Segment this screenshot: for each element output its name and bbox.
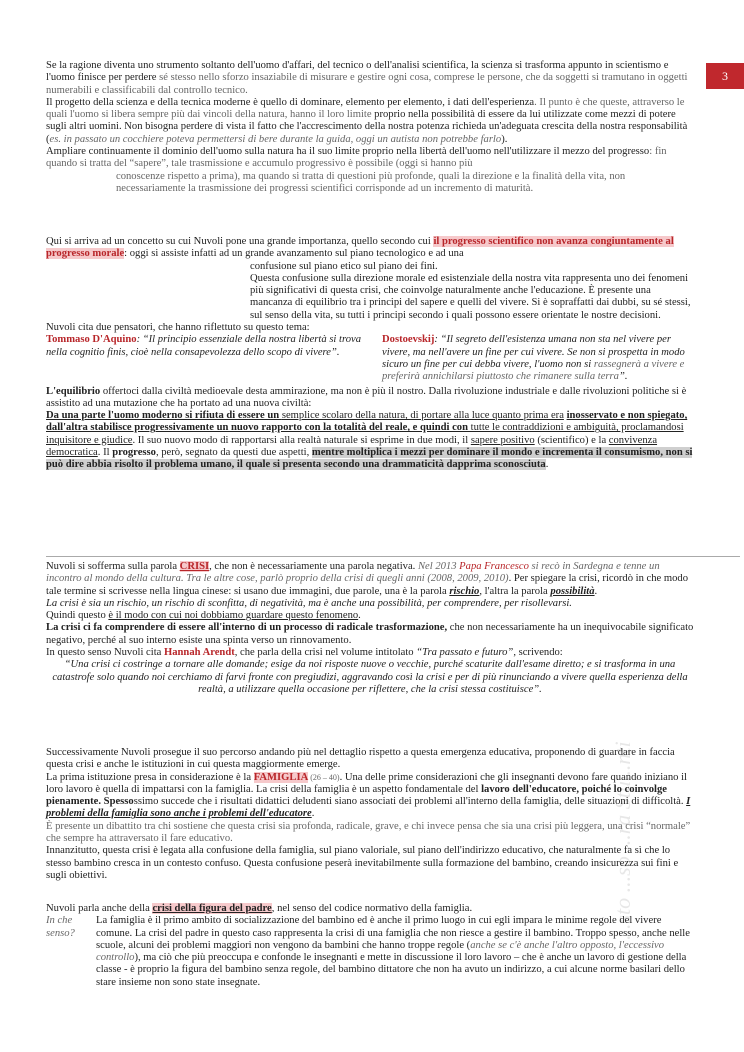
text: : oggi si assiste infatti ad un grande avanzamento sul piano tecnologico e ad una: [124, 248, 464, 260]
text: Ampliare continuamente il dominio dell'uomo sulla natura ha il suo limite proprio nella libertà dell'uomo nell'utilizzare il mezzo del progresso: [46, 146, 650, 158]
paragraph: [46, 647, 694, 659]
text: ssimo succede che i risultati didattici deludenti siano associati dei problemi all'interno della famiglia, delle situazioni di difficoltà.: [133, 796, 687, 808]
page-number-badge: 3: [706, 63, 744, 89]
text: inosservato e non spiegato, dall'altra stabilisce progressivamente un nuovo rapporto con la totalità del reale, e quindi con: [46, 410, 688, 434]
text: , l'altra la parola: [479, 585, 551, 597]
text: , che parla della crisi nel volume intitolato: [234, 647, 417, 659]
text: : fin quando si tratta del “sapere”, tale trasmissione e accumulo progressivo è possibile (oggi si hanno più: [46, 146, 667, 170]
text: , scrivendo:: [513, 647, 563, 659]
text: I problemi della famiglia sono anche i problemi dell'educatore: [46, 796, 691, 820]
paragraph: [46, 622, 694, 647]
paragraph-with-sidenote: [46, 915, 694, 989]
text: L'equilibrio: [46, 385, 103, 397]
text: La famiglia è il primo ambito di socializzazione del bambino ed è anche il primo luogo in cui egli impara le minime regole del vivere comune. La crisi del padre in questo caso rappresenta la crisi di una famiglia che non riesce a gestire il bambino. Troppo spesso, anche nelle scuole, alcuni dei problemi maggiori non vengono da bambini che hanno troppe regole (: [96, 915, 690, 951]
paragraph: [46, 236, 694, 261]
quote-text: rassegnerà a vivere e preferirà annichilarsi piuttosto che rimanere sulla terra: [382, 358, 685, 383]
text: . Il: [97, 447, 113, 459]
section-father: [46, 903, 694, 989]
text: .: [545, 459, 549, 471]
text: . Una delle prime considerazioni che gli insegnanti devono fare quando iniziano il loro lavoro è quella di impattarsi con la famiglia. La crisi della famiglia è un aspetto fondamentale del: [46, 771, 687, 795]
divider: [46, 556, 740, 557]
text: (scientifico) e la: [534, 434, 609, 446]
side-question: In che senso?: [46, 915, 75, 939]
section-crisis: [46, 561, 694, 696]
paragraph: [46, 146, 694, 171]
quote-aquino: [46, 334, 372, 383]
section-progress: [46, 236, 694, 472]
paragraph: [46, 772, 694, 821]
text: In questo senso Nuvoli cita: [46, 647, 164, 659]
text: sé stesso nello sforzo insaziabile di misurare e gestire ogni cosa, comprese le persone, che da soggetti si tramutano in oggetti numerabili e classificabili dal controllo tecnico.: [46, 72, 688, 96]
paragraph: Successivamente Nuvoli prosegue il suo percorso andando più nel dettaglio rispetto a questa emergenza educativa, proponendo di guardare in faccia questa crisi e anche le istituzioni in cui questa maggiormente emerge.: [46, 747, 675, 771]
paragraph-indented: confusione sul piano etico sul piano dei fini.: [250, 260, 438, 272]
quotes-columns: [46, 334, 694, 383]
text: lavoro dell'educatore, poiché lo coinvolge pienamente: [46, 783, 667, 808]
text: . Spesso: [98, 796, 134, 808]
keyword-rischio: rischio: [449, 585, 480, 597]
text: Nuvoli si sofferma sulla parola: [46, 561, 180, 572]
text: Se la ragione diventa uno strumento soltanto dell'uomo d'affari, del tecnico o dell'analisi scientifica, la scienza si trasforma appunto in scientismo e l'uomo finisce per perdere: [46, 60, 669, 84]
page-range: (26 – 40): [308, 772, 340, 782]
text: Da una parte l'uomo moderno si rifiuta di essere un: [46, 410, 282, 422]
paragraph: Nuvoli cita due pensatori, che hanno riflettuto su questo tema:: [46, 322, 310, 334]
paragraph: [46, 903, 694, 915]
text: .: [311, 808, 315, 820]
book-title: “Tra passato e futuro”: [416, 647, 514, 659]
text: . Il suo nuovo modo di rapportarsi alla realtà naturale si esprime in due modi, il: [132, 434, 471, 446]
quote-text: ”.: [618, 371, 628, 383]
highlight-key-concept: il progresso scientifico non avanza congiuntamente al progresso morale: [46, 236, 674, 260]
text: , che non è necessariamente una parola negativa.: [209, 561, 418, 572]
paragraph: [96, 915, 692, 989]
paragraph: Innanzitutto, questa crisi è legata alla confusione della famiglia, sul piano valoriale, sul piano dell'indirizzo educativo, che naturalmente fa sì che lo stesso bambino cresca in un contesto confuso. Questa confusione peserà inevitabilmente sulla formazione del bambino, creando insicurezza sui fini e sugli obiettivi.: [46, 845, 679, 881]
text: Nuvoli parla anche della: [46, 903, 153, 914]
person-name: Hannah Arendt: [164, 647, 235, 659]
paragraph: È presente un dibattito tra chi sostiene che questa crisi sia profonda, radicale, grave, e chi invece pensa che sia una crisi più leggera, una crisi “normale” che sempre ha attraversato il fare educativo.: [46, 820, 691, 845]
person-name: Papa Francesco: [459, 561, 529, 572]
text: Il progetto della scienza e della tecnica moderne è quello di dominare, elemento per elemento, i dati dell'esperienza: [46, 96, 535, 108]
text: anche se c'è anche l'altro opposto, l'eccessivo controllo: [96, 939, 665, 964]
text: offertoci dalla civiltà medioevale desta ammirazione, ma non è più il nostro. Dalla rivoluzione industriale e dalle rivoluzioni politiche si è assistito ad una mutazione che ha portato ad una nuova civiltà:: [46, 385, 687, 409]
text: La prima istituzione presa in considerazione è la: [46, 771, 254, 783]
text: tutte le contraddizioni e ambiguità, proclamandosi inquisitore e giudice: [46, 422, 684, 446]
quote-dostoevskij: [382, 334, 694, 383]
paragraph: [46, 97, 694, 146]
author-name: Dostoevskij: [382, 334, 435, 346]
arendt-quote: “Una crisi ci costringe a tornare alle domande; esige da noi risposte nuove o vecchie, purché scaturite dall'esame diretto; e si trasforma in una catastrofe solo quando noi cerchiamo di farvi fronte con pregiudizi, aggravando così la crisi e per di più rinunciando a vivere quella esperienza della realtà, a utilizzare quella occasione per riflettere, che la crisi stessa costituisce”.: [52, 659, 688, 695]
paragraph: [46, 610, 694, 622]
text: sapere positivo: [470, 434, 535, 446]
text: .: [594, 585, 598, 597]
paragraph: La crisi è sia un rischio, un rischio di sconfitta, di negatività, ma è anche una possibilità, per comprendere, per risollevarsi.: [46, 597, 572, 609]
section-scientism: [46, 60, 694, 195]
text: che non necessariamente ha un inequivocabile significato negativo, perché al suo interno esiste una spinta verso un rinnovamento.: [46, 622, 694, 646]
text: convivenza democratica: [46, 434, 658, 459]
text: . Per spiegare la crisi, ricordò in che modo tale termine si scrivesse nella lingua cinese: si usano due immagini, due parole, una è la parola: [46, 573, 689, 597]
example-note: es. in passato un cocchiere poteva permettersi di bere durante la guida, oggi un autista non potrebbe farlo: [49, 133, 502, 145]
section-family: [46, 747, 694, 882]
text: , però, segnato da questi due aspetti,: [155, 447, 312, 459]
quote-text: : “Il segreto dell'esistenza umana non sta nel vivere per vivere, ma nell'avere un fine per cui vivere. Se non si prospetta in modo sicuro un fine per cui debba vivere, l'uomo non si: [382, 334, 685, 370]
text: .: [358, 610, 361, 622]
text: , nel senso del codice normativo della famiglia.: [271, 903, 473, 914]
watermark: ...sto ...so ...ra Stu...nti: [610, 741, 635, 940]
text: progresso: [112, 447, 156, 459]
paragraph-indented: conoscenze rispetto a prima), ma quando si tratta di questioni più profonde, quali la direzione e la finalità della vita, non necessariamente la trasmissione dei progressi scientifici corrisponde ad un incremento di maturità.: [116, 170, 626, 194]
text: ).: [501, 133, 508, 145]
paragraph: [46, 561, 694, 598]
paragraph-indented: Questa confusione sulla direzione morale ed esistenziale della nostra vita rappresenta uno dei fenomeni più significativi di questa crisi, che coinvolge naturalmente anche l'educazione. È presente una mancanza di equilibrio tra i principi del sapere e quelli del vivere. Si è sopraffatti dai dubbi, su sé stessi, sul senso della vita, su tutti i principi secondo i quali possono essere orientate le nostre decisioni.: [250, 272, 691, 321]
highlight-conclusion: mentre moltiplica i mezzi per dominare il mondo e incrementa il consumismo, non si può dire abbia risolto il problema umano, il quale si presenta secondo una drammaticità dapprima sconosciuta: [46, 447, 693, 471]
text: si recò in Sardegna e tenne un incontro al mondo della cultura. Tra le altre cose, parlò proprio della crisi di quegli anni (2008, 2009, 2010): [46, 561, 660, 585]
text: Nel 2013: [417, 561, 460, 572]
keyword-possibilita: possibilità: [550, 585, 595, 597]
paragraph: [46, 60, 694, 97]
keyword-crisi: CRISI: [179, 561, 210, 572]
author-name: Tommaso D'Aquino: [46, 334, 137, 346]
text: proprio nella possibilità di essere da lui utilizzate come mezzi di potere sugli altri uomini. Non bisogna perdere di vista il fatto che l'accrescimento della nostra potenza richieda un'adeguata crescita della nostra responsabilità (: [46, 109, 688, 145]
quote-text: : “Il principio essenziale della nostra libertà si trova nella cognitio finis, cioè nella consapevolezza dello scopo di vivere”.: [46, 334, 361, 358]
text: La crisi ci fa comprendere di essere all'interno di un processo di radicale trasformazione,: [46, 622, 448, 634]
text: Quindi questo: [46, 610, 109, 622]
text: . Il punto è che queste, attraverso le quali l'uomo si libera sempre più dai vincoli della natura, hanno il loro limite: [46, 96, 685, 121]
text: Qui si arriva ad un concetto su cui Nuvoli pone una grande importanza, quello secondo cui: [46, 236, 434, 247]
keyword-father-crisis: crisi della figura del padre: [152, 903, 272, 914]
text: ), ma ciò che più preoccupa e confonde le insegnanti e mette in discussione il loro lavoro – che è anche un lavoro di gestione della classe - è proprio la figura del bambino senza regole, del bambino dittatore che non ha avuto un indirizzo, a cui alcune norme basilari dello stare insieme non sono state insegnate.: [96, 952, 687, 988]
keyword-famiglia: FAMIGLIA: [253, 771, 309, 783]
paragraph: [46, 410, 694, 471]
paragraph: [46, 386, 694, 411]
text: semplice scolaro della natura, di portare alla luce quanto prima era: [281, 410, 564, 422]
text: è il modo con cui noi dobbiamo guardare questo fenomeno: [108, 610, 359, 622]
